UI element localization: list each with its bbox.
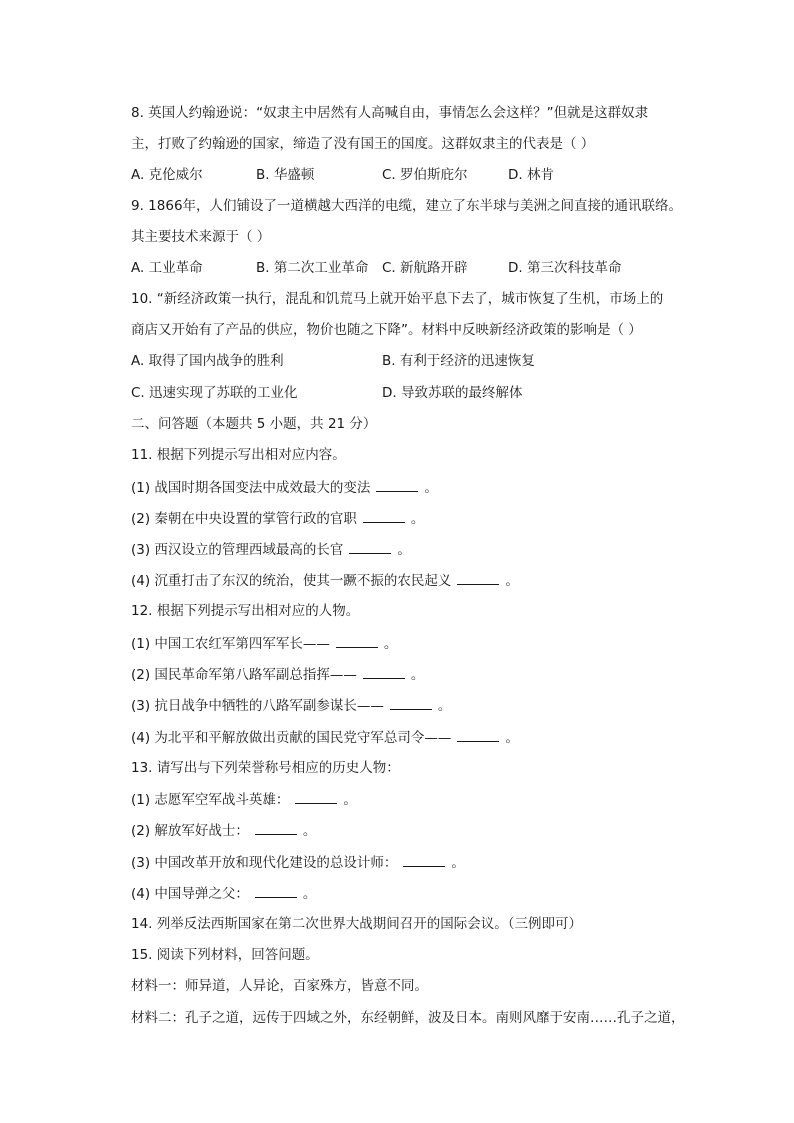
answer-blank [376,477,418,492]
q12-item-3: (3) 抗日战争中牺牲的八路军副参谋长—— 。 [131,695,451,715]
q11-item-2: (2) 秦朝在中央设置的掌管行政的官职 。 [131,508,424,528]
q10-option-b: B. 有利于经济的迅速恢复 [382,353,535,369]
q15-stem: 15. 阅读下列材料，回答问题。 [131,947,319,963]
q9-option-d: D. 第三次科技革命 [508,260,622,276]
answer-blank [403,852,445,867]
q8-stem-line2: 主，打败了约翰逊的国家，缔造了没有国王的国度。这群奴隶主的代表是（ ） [131,136,595,152]
answer-blank [336,633,378,648]
q13-item-2: (2) 解放军好战士： 。 [131,820,316,840]
q10-stem-line1: 10. “新经济政策一执行，混乱和饥荒马上就开始平息下去了，城市恢复了生机，市场上的 [131,291,664,307]
q12-item-4: (4) 为北平和平解放做出贡献的国民党守军总司令—— 。 [131,727,519,747]
q14-stem: 14. 列举反法西斯国家在第二次世界大战期间召开的国际会议。（三例即可） [131,916,583,932]
q15-material-1: 材料一：师异道，人异论，百家殊方，皆意不同。 [131,978,428,994]
answer-blank [457,727,499,742]
q11-item-1: (1) 战国时期各国变法中成效最大的变法 。 [131,477,438,497]
q12-item-2: (2) 国民革命军第八路军副总指挥—— 。 [131,664,424,684]
answer-blank [363,508,405,523]
q15-material-2: 材料二：孔子之道，远传于四域之外，东经朝鲜，波及日本。南则风靡于安南……孔子之道， [131,1010,685,1026]
answer-blank [295,789,337,804]
q8-stem-line1: 8. 英国人约翰逊说：“奴隶主中居然有人高喊自由，事情怎么会这样？”但就是这群奴隶 [131,105,649,121]
q8-option-b: B. 华盛顿 [256,167,315,183]
answer-blank [457,570,499,585]
q8-option-d: D. 林肯 [508,167,554,183]
answer-blank [255,883,297,898]
q10-option-c: C. 迅速实现了苏联的工业化 [131,385,298,401]
q8-option-a: A. 克伦威尔 [131,167,203,183]
q13-stem: 13. 请写出与下列荣誉称号相应的历史人物： [131,760,400,776]
q10-option-d: D. 导致苏联的最终解体 [382,385,523,401]
q13-item-3: (3) 中国改革开放和现代化建设的总设计师： 。 [131,852,465,872]
q9-stem-line1: 9. 1866年，人们铺设了一道横越大西洋的电缆，建立了东半球与美洲之间直接的通讯联络。 [131,198,683,214]
q13-item-1: (1) 志愿军空军战斗英雄： 。 [131,789,357,809]
q12-item-1: (1) 中国工农红军第四军军长—— 。 [131,633,397,653]
q9-option-c: C. 新航路开辟 [382,260,468,276]
q9-option-a: A. 工业革命 [131,260,203,276]
q9-stem-line2: 其主要技术来源于（ ） [131,229,271,245]
q10-option-a: A. 取得了国内战争的胜利 [131,353,284,369]
q10-stem-line2: 商店又开始有了产品的供应，物价也随之下降”。材料中反映新经济政策的影响是（ ） [131,322,642,338]
q11-stem: 11. 根据下列提示写出相对应内容。 [131,447,346,463]
q11-item-3: (3) 西汉设立的管理西域最高的长官 。 [131,539,411,559]
q9-option-b: B. 第二次工业革命 [256,260,369,276]
answer-blank [390,695,432,710]
q12-stem: 12. 根据下列提示写出相对应的人物。 [131,603,360,619]
answer-blank [255,820,297,835]
answer-blank [349,539,391,554]
answer-blank [363,664,405,679]
section-heading: 二、问答题（本题共 5 小题，共 21 分） [131,416,377,432]
q8-option-c: C. 罗伯斯庇尔 [382,167,468,183]
q11-item-4: (4) 沉重打击了东汉的统治，使其一蹶不振的农民起义 。 [131,570,519,590]
q13-item-4: (4) 中国导弹之父： 。 [131,883,316,903]
